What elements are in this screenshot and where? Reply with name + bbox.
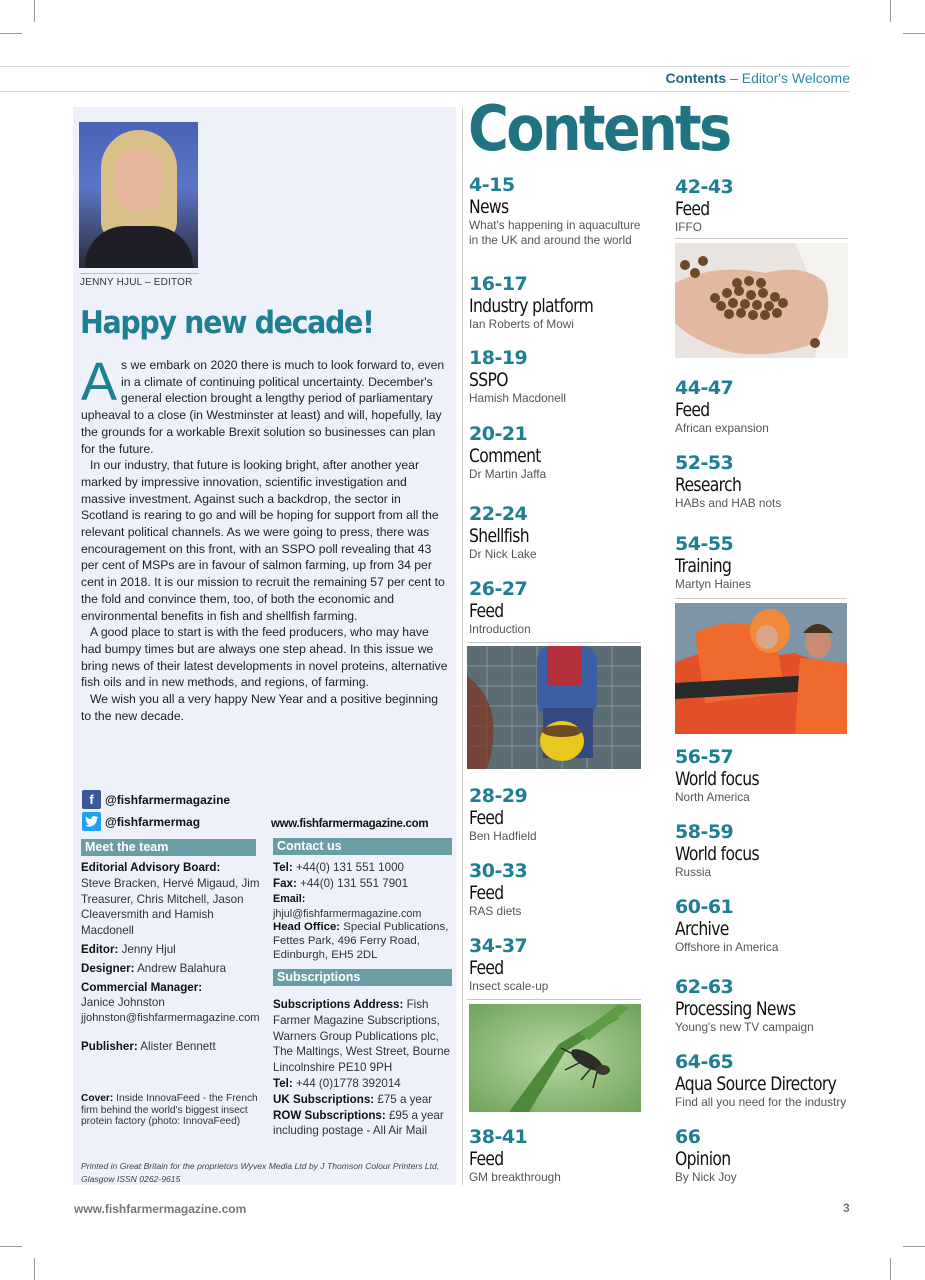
contents-entry[interactable] bbox=[469, 348, 649, 406]
editor-name: Jenny Hjul bbox=[121, 942, 176, 956]
office-label: Head Office: bbox=[273, 921, 341, 933]
paragraph: A good place to start is with the feed producers, who may have had bumpy times but are always one step ahead. In this issue we bring news of their latest developments in novel proteins, alternative fish oils and in new methods, and regions, of farming. bbox=[81, 625, 448, 690]
survival-training-photo bbox=[675, 603, 847, 734]
drop-cap: A bbox=[81, 352, 118, 412]
section-name: Archive bbox=[675, 918, 729, 940]
page-range: 42-43 bbox=[675, 176, 734, 198]
publisher-label: Publisher: bbox=[81, 1039, 138, 1053]
page-range: 26-27 bbox=[469, 578, 528, 600]
head-office bbox=[273, 920, 455, 963]
page-range: 18-19 bbox=[469, 347, 528, 369]
image-rule bbox=[675, 598, 847, 599]
contents-entry[interactable] bbox=[675, 822, 850, 880]
facebook-label: @fishfarmermagazine bbox=[105, 792, 231, 807]
subs-tel: +44 (0)1778 392014 bbox=[296, 1076, 401, 1090]
paragraph: In our industry, that future is looking bright, after another year marked by impressive innovation, scientific investigation and massive investment. Against such a backdrop, the sector in Scotland is rearing to go and will be hoping for support from all the relevant political channels. As we were going to press, there was encouragement on this front, with an SSPO poll revealing that 43 per cent of MSPs are in favour of salmon farming, up from 34 per cent in 2018. It is our mission to recruit the remaining 57 per cent to the fold and convince them, too, of both the economic and environmental benefits in fish and shellfish farming. bbox=[81, 458, 445, 623]
advisory-label: Editorial Advisory Board: bbox=[81, 861, 221, 874]
page-range: 64-65 bbox=[675, 1051, 734, 1073]
contents-entry[interactable] bbox=[675, 1052, 850, 1110]
entry-description: Dr Nick Lake bbox=[469, 547, 537, 561]
contents-entry[interactable] bbox=[675, 453, 850, 511]
contents-entry[interactable] bbox=[469, 861, 649, 919]
twitter-label: @fishfarmermag bbox=[105, 814, 201, 829]
image-rule bbox=[675, 238, 848, 239]
crop-mark bbox=[903, 1246, 925, 1247]
crop-mark bbox=[0, 33, 22, 34]
header-subsection: Editor's Welcome bbox=[741, 70, 850, 86]
page-range: 30-33 bbox=[469, 860, 528, 882]
publisher-name: Alister Bennett bbox=[140, 1039, 216, 1053]
page-range: 52-53 bbox=[675, 452, 734, 474]
section-name: SSPO bbox=[469, 369, 508, 391]
commercial-name: Janice Johnston bbox=[81, 996, 165, 1010]
commercial-email[interactable]: jjohnston@fishfarmermagazine.com bbox=[81, 1012, 260, 1025]
editor-photo bbox=[79, 122, 198, 268]
page-range: 58-59 bbox=[675, 821, 734, 843]
section-name: Comment bbox=[469, 445, 541, 467]
header-section: Contents bbox=[665, 70, 727, 86]
contents-entry[interactable] bbox=[469, 504, 649, 562]
page-range: 28-29 bbox=[469, 785, 528, 807]
entry-description: Dr Martin Jaffa bbox=[469, 467, 547, 481]
section-name: News bbox=[469, 196, 509, 218]
entry-description: IFFO bbox=[675, 220, 702, 234]
entry-description: Young's new TV campaign bbox=[675, 1020, 814, 1034]
contact-bar: Contact us bbox=[273, 838, 452, 855]
contents-entry[interactable] bbox=[675, 977, 850, 1035]
facebook-handle[interactable] bbox=[82, 790, 230, 809]
page-range: 20-21 bbox=[469, 423, 528, 445]
contents-entry[interactable] bbox=[469, 175, 649, 248]
cover-credit bbox=[81, 1093, 261, 1128]
cover-text: Inside InnovaFeed - the French firm behind the world's biggest insect protein factory (photo: InnovaFeed) bbox=[81, 1093, 258, 1127]
meet-team-bar: Meet the team bbox=[81, 839, 256, 856]
fish-farm-worker-photo bbox=[467, 646, 641, 769]
page-range: 34-37 bbox=[469, 935, 528, 957]
email-label: Email: bbox=[273, 892, 306, 905]
contents-entry[interactable] bbox=[469, 424, 649, 482]
editor-label: Editor: bbox=[81, 942, 119, 956]
column-divider bbox=[462, 107, 463, 1185]
contents-entry[interactable] bbox=[469, 579, 649, 637]
subs-address: Fish Farmer Magazine Subscriptions, Warners Group Publications plc, The Maltings, West Street, Bourne Lincolnshire PE10 9PH bbox=[273, 998, 450, 1075]
subscriptions-bar: Subscriptions bbox=[273, 969, 452, 986]
section-name: Feed bbox=[469, 600, 504, 622]
section-name: Feed bbox=[469, 882, 504, 904]
contents-entry[interactable] bbox=[469, 786, 649, 844]
section-name: Research bbox=[675, 474, 742, 496]
header-rule bbox=[0, 66, 850, 67]
page-range: 54-55 bbox=[675, 533, 734, 555]
entry-description: Offshore in America bbox=[675, 940, 779, 954]
fax-label: Fax: bbox=[273, 876, 297, 890]
advisory-names: Steve Bracken, Hervé Migaud, Jim Treasurer, Chris Mitchell, Jason Cleaversmith and Hamish Macdonell bbox=[81, 876, 260, 938]
insect-photo bbox=[469, 1004, 641, 1112]
page-range: 56-57 bbox=[675, 746, 734, 768]
office-address: Special Publications, Fettes Park, 496 Ferry Road, Edinburgh, EH5 2DL bbox=[273, 921, 449, 962]
image-rule bbox=[467, 642, 641, 643]
section-name: Shellfish bbox=[469, 525, 529, 547]
page-range: 22-24 bbox=[469, 503, 528, 525]
header-dash: – bbox=[730, 70, 738, 86]
paragraph: s we embark on 2020 there is much to look forward to, even in a climate of continuing political uncertainty. December's general election brought a lengthy period of parliamentary upheaval to a close (in Westminster at least) and will, hopefully, lay the grounds for a workable Brexit solution so businesses can plan for the future. bbox=[81, 358, 445, 456]
entry-description: By Nick Joy bbox=[675, 1170, 737, 1184]
contents-entry[interactable] bbox=[675, 534, 850, 592]
subs-tel-label: Tel: bbox=[273, 1076, 293, 1090]
section-name: Processing News bbox=[675, 998, 796, 1020]
fish-feed-pellets-photo bbox=[675, 243, 848, 358]
section-name: World focus bbox=[675, 843, 759, 865]
row-subs-label: ROW Subscriptions: bbox=[273, 1108, 386, 1122]
crop-mark bbox=[890, 1258, 891, 1280]
page-range: 16-17 bbox=[469, 273, 528, 295]
designer-name: Andrew Balahura bbox=[137, 961, 227, 975]
crop-mark bbox=[890, 0, 891, 22]
running-header bbox=[600, 70, 850, 86]
section-name: Opinion bbox=[675, 1148, 731, 1170]
page-range: 38-41 bbox=[469, 1126, 528, 1148]
cover-label: Cover: bbox=[81, 1093, 114, 1104]
section-name: Aqua Source Directory bbox=[675, 1073, 837, 1095]
entry-description: Martyn Haines bbox=[675, 577, 752, 591]
printer-imprint: Printed in Great Britain for the proprietors Wyvex Media Ltd by J Thomson Colour Printers Ltd, Glasgow ISSN 0262-9615 bbox=[81, 1161, 440, 1184]
entry-description: GM breakthrough bbox=[469, 1170, 561, 1184]
entry-description: Hamish Macdonell bbox=[469, 391, 567, 405]
contents-entry[interactable] bbox=[469, 1127, 649, 1185]
paragraph: We wish you all a very happy New Year and a positive beginning to the new decade. bbox=[81, 692, 439, 723]
contents-entry[interactable] bbox=[469, 274, 649, 332]
page-range: 4-15 bbox=[469, 174, 515, 196]
facebook-icon: f bbox=[82, 790, 101, 809]
editorial-headline: Happy new decade! bbox=[80, 305, 374, 341]
contents-entry[interactable] bbox=[675, 1127, 850, 1185]
contents-entry[interactable] bbox=[675, 897, 850, 955]
contents-entry[interactable] bbox=[675, 177, 850, 235]
commercial-label: Commercial Manager: bbox=[81, 980, 203, 994]
team-column bbox=[81, 860, 263, 1055]
entry-description: Ian Roberts of Mowi bbox=[469, 317, 574, 331]
fax-value: +44(0) 131 551 7901 bbox=[300, 876, 409, 890]
section-name: Feed bbox=[469, 957, 504, 979]
crop-mark bbox=[34, 1258, 35, 1280]
entry-description: Insect scale-up bbox=[469, 979, 549, 993]
entry-description: North America bbox=[675, 790, 750, 804]
contents-title: Contents bbox=[468, 92, 730, 165]
subscriptions-column bbox=[273, 997, 453, 1139]
footer-website[interactable]: www.fishfarmermagazine.com bbox=[74, 1202, 247, 1216]
entry-description: African expansion bbox=[675, 421, 769, 435]
section-name: World focus bbox=[675, 768, 759, 790]
entry-description: HABs and HAB nots bbox=[675, 496, 782, 510]
page-range: 62-63 bbox=[675, 976, 734, 998]
entry-description: What's happening in aquaculture in the UK and around the world bbox=[469, 218, 641, 247]
page-range: 66 bbox=[675, 1126, 701, 1148]
contents-entry[interactable] bbox=[469, 936, 649, 994]
image-rule bbox=[467, 999, 641, 1000]
page-range: 60-61 bbox=[675, 896, 734, 918]
section-name: Feed bbox=[469, 1148, 504, 1170]
section-name: Feed bbox=[675, 198, 710, 220]
page-range: 44-47 bbox=[675, 377, 734, 399]
entry-description: Ben Hadfield bbox=[469, 829, 537, 843]
crop-mark bbox=[34, 0, 35, 22]
section-name: Industry platform bbox=[469, 295, 594, 317]
tel-value: +44(0) 131 551 1000 bbox=[296, 861, 404, 874]
uk-subs-price: £75 a year bbox=[377, 1092, 433, 1106]
editorial-body bbox=[81, 352, 449, 724]
uk-subs-label: UK Subscriptions: bbox=[273, 1092, 375, 1106]
twitter-icon bbox=[82, 812, 101, 831]
contents-entry[interactable] bbox=[675, 378, 850, 436]
entry-description: Find all you need for the industry bbox=[675, 1095, 847, 1109]
section-name: Training bbox=[675, 555, 732, 577]
tel-label: Tel: bbox=[273, 861, 293, 874]
entry-description: Russia bbox=[675, 865, 712, 879]
contact-column bbox=[273, 860, 455, 923]
crop-mark bbox=[903, 33, 925, 34]
photo-caption: JENNY HJUL – EDITOR bbox=[80, 273, 199, 288]
twitter-handle[interactable] bbox=[82, 812, 200, 831]
page-number: 3 bbox=[843, 1201, 850, 1215]
row-subs-price: £95 a year including postage - All Air Mail bbox=[273, 1108, 444, 1138]
entry-description: Introduction bbox=[469, 622, 531, 636]
section-name: Feed bbox=[469, 807, 504, 829]
contents-entry[interactable] bbox=[675, 747, 850, 805]
crop-mark bbox=[0, 1246, 22, 1247]
email-value[interactable]: jhjul@fishfarmermagazine.com bbox=[273, 908, 422, 921]
website-link[interactable]: www.fishfarmermagazine.com bbox=[271, 818, 429, 830]
designer-label: Designer: bbox=[81, 961, 135, 975]
subs-address-label: Subscriptions Address: bbox=[273, 998, 404, 1011]
entry-description: RAS diets bbox=[469, 904, 522, 918]
section-name: Feed bbox=[675, 399, 710, 421]
